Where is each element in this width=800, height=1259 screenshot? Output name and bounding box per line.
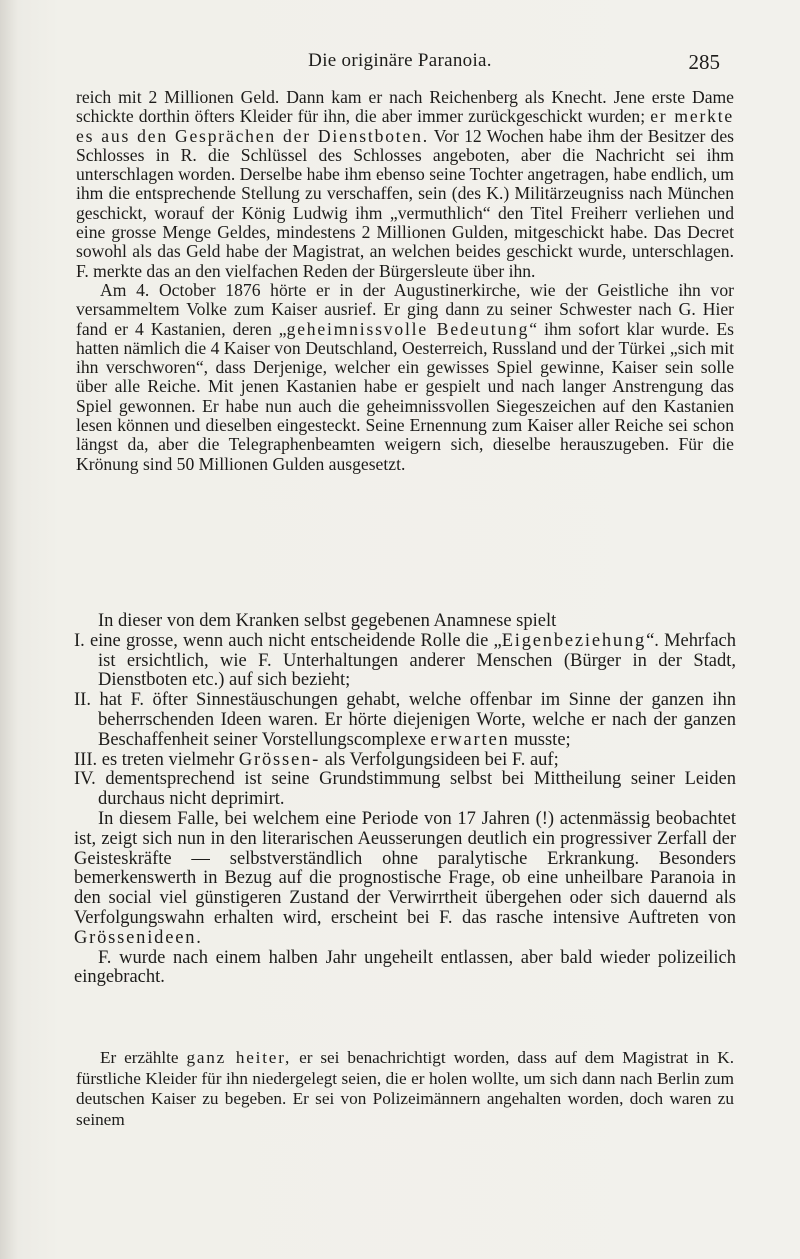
emphasized-text: geheimnissvolle Bedeutung <box>286 318 530 339</box>
text-run: Er erzählte <box>100 1048 187 1067</box>
text-run: III. es treten vielmehr <box>74 749 239 770</box>
text-run: Vor 12 Wochen habe ihm der Besitzer des Schlosses in R. die Schlüssel des Schlosses angeboten, aber die Nachricht sei ihm unterschlagen worden. Derselbe habe ihm ebenso seine Tochter angetragen, habe endlich, um ihm die entsprechende Stellung zu verschaffen, sein (des K.) Militärzeugniss nach München geschickt, worauf der König Ludwig ihm „vermuthlich“ den Titel Freiherr verliehen und eine grosse Menge Geldes, mindestens 2 Millionen Gulden, mitgeschickt habe. Das Decret sowohl als das Geld habe der Magistrat, an welchen beides geschickt wurde, unterschlagen. F. merkte das an den vielfachen Reden der Bürgersleute über ihn. <box>76 125 735 281</box>
list-item <box>74 632 736 691</box>
list-item <box>74 751 736 771</box>
emphasized-text: Eigenbeziehung <box>501 630 647 651</box>
text-run: musste; <box>509 729 571 750</box>
emphasized-text: Grössenideen. <box>74 927 203 948</box>
text-run: reich mit 2 Millionen Geld. Dann kam er nach Reichenberg als Knecht. Jene erste Dame schickte dorthin öfters Kleider für ihn, die aber immer zurückgeschickt wurden; <box>76 87 734 127</box>
paragraph <box>76 88 734 281</box>
paragraph <box>76 281 734 474</box>
text-run: In diesem Falle, bei welchem eine Periode von 17 Jahren (!) actenmässig beobachtet ist, zeigt sich nun in den literarischen Aeusserungen deutlich ein progressiver Zerfall der Geisteskräfte — selbstverständlich ohne paralytische Erkrankung. Besonders bemerkenswerth in Bezug auf die prognostische Frage, ob eine unheilbare Paranoia in den social viel günstigeren Zustand der Verwirrtheit übergehen oder sich dauernd als Verfolgungswahn erhalten wird, erscheint bei F. das rasche intensive Auftreten von <box>74 808 736 928</box>
text-run: I. eine grosse, wenn auch nicht entscheidende Rolle die „ <box>74 630 502 651</box>
text-run: als Verfolgungsideen bei F. auf; <box>320 749 559 770</box>
list-item <box>74 691 736 750</box>
emphasized-text: ganz heiter, <box>186 1048 292 1067</box>
text-block-small-print <box>76 1048 734 1130</box>
text-run: “. Mehrfach ist ersichtlich, wie F. Unterhaltungen anderer Menschen (Bürger in der Stadt, Dienstboten etc.) auf sich bezieht; <box>98 630 736 691</box>
running-title: Die originäre Paranoia. <box>308 50 492 71</box>
text-block-large-print <box>74 612 736 988</box>
paragraph: F. wurde nach einem halben Jahr ungeheilt entlassen, aber bald wieder polizeilich eingebracht. <box>74 947 736 988</box>
paragraph <box>76 1048 734 1130</box>
emphasized-text: erwarten <box>430 729 510 750</box>
emphasized-text: er merkte es aus den Gesprächen der Dienstboten. <box>76 106 734 146</box>
paragraph: In dieser von dem Kranken selbst gegebenen Anamnese spielt <box>98 611 557 631</box>
page-number: 285 <box>688 50 720 74</box>
text-run: “ ihm sofort klar wurde. Es hatten nämlich die 4 Kaiser von Deutschland, Oesterreich, Russland und der Türkei „sich mit ihn verschworen“, dass Derjenige, welcher ein gewisses Spiel gewinne, Kaiser sein solle über alle Reiche. Mit jenen Kastanien habe er gespielt und nach langer Anstrengung das Spiel gewonnen. Er habe nun auch die geheimnissvollen Siegeszeichen auf den Kastanien lesen können und dieselben eingesteckt. Seine Ernennung zum Kaiser aller Reiche sei schon längst da, aber die Telegraphenbeamten weigern sich, dieselbe herauszugeben. Für die Krönung sind 50 Millionen Gulden ausgesetzt. <box>76 318 734 474</box>
text-block-small-print <box>76 88 734 474</box>
text-run: II. hat F. öfter Sinnestäuschungen gehabt, welche offenbar im Sinne der ganzen ihn beherrschenden Ideen waren. Er hörte diejenigen Worte, welche er nach der ganzen Beschaffenheit seiner Vorstellungscomplexe <box>74 690 736 750</box>
text-run: Am 4. October 1876 hörte er in der Augustinerkirche, wie der Geistliche ihn vor versammeltem Volke zum Kaiser ausrief. Er ging dann zu seiner Schwester nach G. Hier fand er 4 Kastanien, deren „ <box>76 279 734 339</box>
paragraph <box>74 810 736 949</box>
text-run: er sei benachrichtigt worden, dass auf dem Magistrat in K. fürstliche Kleider für ihn niedergelegt seien, die er holen wollte, um sich dann nach Berlin zum deutschen Kaiser zu begeben. Er sei von Polizeimännern angehalten worden, doch waren zu seinem <box>76 1048 735 1129</box>
page-header <box>0 50 800 80</box>
list-item: IV. dementsprechend ist seine Grundstimmung selbst bei Mittheilung seiner Leiden durchaus nicht deprimirt. <box>74 769 736 810</box>
emphasized-text: Grössen- <box>238 749 321 770</box>
